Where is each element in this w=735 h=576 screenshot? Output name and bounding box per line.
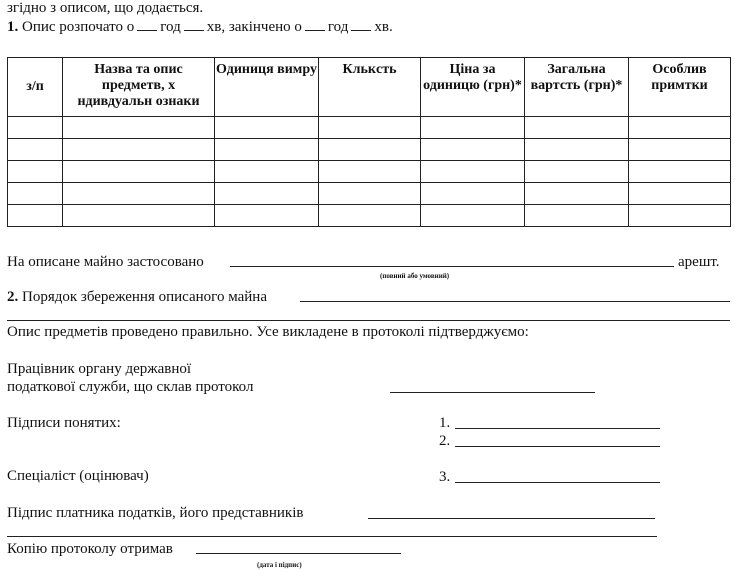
- table-row: [8, 183, 731, 205]
- table-cell[interactable]: [525, 183, 629, 205]
- table-cell[interactable]: [63, 139, 215, 161]
- table-cell[interactable]: [215, 139, 319, 161]
- start-hour-blank[interactable]: [137, 18, 157, 31]
- hour-label-1: год: [160, 19, 181, 35]
- minute-label-2: хв.: [374, 19, 393, 35]
- table-cell[interactable]: [421, 183, 525, 205]
- header-total-value: Загальна вартсть (грн)*: [525, 58, 629, 117]
- table-cell[interactable]: [63, 205, 215, 227]
- table-cell[interactable]: [525, 139, 629, 161]
- table-row: [8, 161, 731, 183]
- table-cell[interactable]: [8, 205, 63, 227]
- copy-hint: (дата і підпис): [257, 561, 302, 569]
- officer-label-line2: податкової служби, що склав протокол: [7, 379, 254, 395]
- officer-label-line1: Працівник органу державної: [7, 361, 192, 377]
- arrest-end: арешт.: [678, 254, 720, 270]
- table-cell[interactable]: [629, 117, 731, 139]
- inventory-table: [7, 57, 731, 227]
- arrest-hint: (повний або умовний): [380, 272, 450, 280]
- confirmation-text: Опис предметів проведено правильно. Усе викладене в протоколі підтверджуємо:: [7, 324, 529, 340]
- table-cell[interactable]: [63, 161, 215, 183]
- officer-signature-field[interactable]: [390, 392, 595, 393]
- table-header-row: [8, 58, 731, 117]
- witnesses-label: Підписи понятих:: [7, 415, 121, 431]
- header-name: Назва та опис предметв, х ндивдуальн ознаки: [63, 58, 215, 117]
- table-cell[interactable]: [319, 161, 421, 183]
- table-cell[interactable]: [215, 161, 319, 183]
- header-quantity: Клькcть: [319, 58, 421, 117]
- item-number-2: 2.: [7, 289, 19, 305]
- witness-number-1: 1.: [439, 415, 451, 431]
- table-cell[interactable]: [8, 139, 63, 161]
- item-number-1: 1.: [7, 19, 19, 35]
- table-cell[interactable]: [421, 117, 525, 139]
- arrest-label: На описане майно застосовано: [7, 254, 204, 270]
- table-cell[interactable]: [421, 139, 525, 161]
- table-cell[interactable]: [525, 205, 629, 227]
- intro-text: згідно з описом, що додається.: [7, 0, 204, 16]
- table-cell[interactable]: [215, 205, 319, 227]
- end-hour-blank[interactable]: [305, 18, 325, 31]
- taxpayer-signature-field[interactable]: [368, 518, 655, 519]
- table-cell[interactable]: [319, 205, 421, 227]
- header-number: з/п: [8, 58, 63, 117]
- table-cell[interactable]: [319, 183, 421, 205]
- storage-label: Порядок збереження описаного майна: [22, 289, 267, 305]
- start-minute-blank[interactable]: [184, 18, 204, 31]
- specialist-signature-field[interactable]: [455, 482, 660, 483]
- storage-line: [7, 289, 267, 306]
- table-row: [8, 139, 731, 161]
- table-cell[interactable]: [421, 205, 525, 227]
- end-label: хв, закінчено о: [206, 19, 302, 35]
- specialist-label: Спеціаліст (оцінювач): [7, 468, 149, 484]
- start-label: Опис розпочато о: [22, 19, 135, 35]
- header-unit: Одиниця вимру: [215, 58, 319, 117]
- table-cell[interactable]: [525, 117, 629, 139]
- storage-field[interactable]: [300, 301, 730, 302]
- table-cell[interactable]: [63, 117, 215, 139]
- table-cell[interactable]: [629, 139, 731, 161]
- witness-1-signature-field[interactable]: [455, 428, 660, 429]
- table-cell[interactable]: [8, 161, 63, 183]
- table-cell[interactable]: [215, 183, 319, 205]
- copy-received-label: Копію протоколу отримав: [7, 541, 173, 557]
- table-cell[interactable]: [629, 161, 731, 183]
- copy-received-field[interactable]: [196, 553, 401, 554]
- table-row: [8, 117, 731, 139]
- table-cell[interactable]: [421, 161, 525, 183]
- end-minute-blank[interactable]: [351, 18, 371, 31]
- header-notes: Особлив примтки: [629, 58, 731, 117]
- table-cell[interactable]: [8, 117, 63, 139]
- arrest-type-field[interactable]: [230, 266, 674, 267]
- table-cell[interactable]: [629, 183, 731, 205]
- specialist-number: 3.: [439, 469, 451, 485]
- taxpayer-signature-continuation[interactable]: [7, 536, 657, 537]
- table-cell[interactable]: [319, 139, 421, 161]
- table-cell[interactable]: [215, 117, 319, 139]
- table-cell[interactable]: [8, 183, 63, 205]
- table-cell[interactable]: [63, 183, 215, 205]
- hour-label-2: год: [327, 19, 349, 35]
- storage-field-continuation[interactable]: [7, 320, 730, 321]
- time-line: [7, 18, 393, 36]
- table-row: [8, 205, 731, 227]
- header-unit-price: Ціна за одиницю (грн)*: [421, 58, 525, 117]
- table-cell[interactable]: [525, 161, 629, 183]
- table-cell[interactable]: [319, 117, 421, 139]
- table-cell[interactable]: [629, 205, 731, 227]
- witness-2-signature-field[interactable]: [455, 446, 660, 447]
- witness-number-2: 2.: [439, 433, 451, 449]
- taxpayer-label: Підпис платника податків, його представників: [7, 505, 304, 521]
